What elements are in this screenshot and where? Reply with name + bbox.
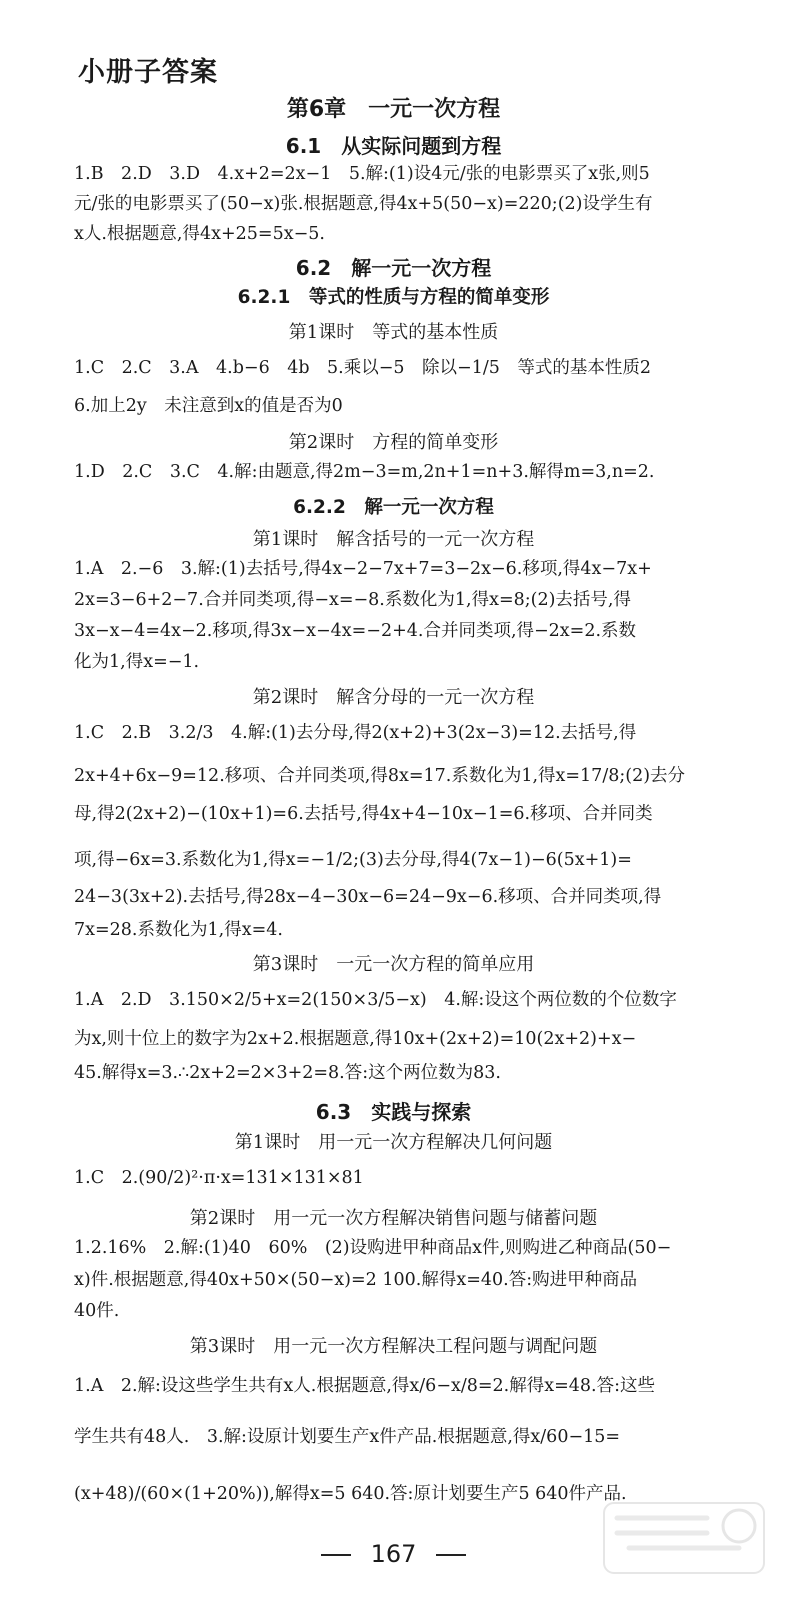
lesson-heading: 第3课时 一元一次方程的简单应用 [252,954,535,975]
lesson-heading: 第3课时 用一元一次方程解决工程问题与调配问题 [189,1336,598,1357]
text-line: 1.C 2.(90/2)²·π·x=131×131×81 [74,1168,364,1188]
text-line: 为x,则十位上的数字为2x+2.根据题意,得10x+(2x+2)=10(2x+2)+x− [74,1029,637,1049]
text-line: 母,得2(2x+2)−(10x+1)=6.去括号,得4x+4−10x−1=6.移项、合并同类 [74,804,653,824]
text-line: 45.解得x=3.∴2x+2=2×3+2=8.答:这个两位数为83. [74,1063,501,1083]
text-line: 40件. [74,1301,120,1321]
text-line: 1.A 2.D 3.150×2/5+x=2(150×3/5−x) 4.解:设这个两位数的个位数字 [74,990,677,1010]
text-line: 1.2.16% 2.解:(1)40 60% (2)设购进甲种商品x件,则购进乙种商品(50− [74,1238,672,1258]
lesson-heading: 第2课时 方程的简单变形 [288,432,499,453]
booklet-title: 小册子答案 [78,57,218,88]
lesson-heading: 第1课时 解含括号的一元一次方程 [252,529,535,550]
subsection-6-2-2-heading: 6.2.2 解一元一次方程 [293,497,494,518]
text-line: 1.A 2.−6 3.解:(1)去括号,得4x−2−7x+7=3−2x−6.移项,得4x−7x+ [74,559,652,579]
text-line: 7x=28.系数化为1,得x=4. [74,920,283,940]
text-line: x人.根据题意,得4x+25=5x−5. [74,224,325,244]
text-line: 项,得−6x=3.系数化为1,得x=−1/2;(3)去分母,得4(7x−1)−6(5x+1)= [74,850,632,870]
page-number-dash-left [321,1554,351,1556]
text-line: 1.C 2.B 3.2/3 4.解:(1)去分母,得2(x+2)+3(2x−3)=12.去括号,得 [74,723,637,743]
text-line: 1.B 2.D 3.D 4.x+2=2x−1 5.解:(1)设4元/张的电影票买了x张,则5 [74,164,650,184]
text-line: 2x=3−6+2−7.合并同类项,得−x=−8.系数化为1,得x=8;(2)去括号,得 [74,590,631,610]
text-line: 化为1,得x=−1. [74,652,200,672]
chapter-title: 第6章 一元一次方程 [286,97,501,122]
lesson-heading: 第1课时 等式的基本性质 [288,322,499,343]
text-line: 3x−x−4=4x−2.移项,得3x−x−4x=−2+4.合并同类项,得−2x=2.系数 [74,621,637,641]
text-line: 2x+4+6x−9=12.移项、合并同类项,得8x=17.系数化为1,得x=17/8;(2)去分 [74,766,686,786]
text-line: 6.加上2y 未注意到x的值是否为0 [74,396,343,416]
lesson-heading: 第2课时 用一元一次方程解决销售问题与储蓄问题 [189,1208,598,1229]
section-6-3-heading: 6.3 实践与探索 [315,1100,472,1124]
lesson-heading: 第1课时 用一元一次方程解决几何问题 [234,1132,553,1153]
section-6-1-heading: 6.1 从实际问题到方程 [285,134,502,158]
page-number-dash-right [436,1554,466,1556]
section-6-2-heading: 6.2 解一元一次方程 [295,256,492,280]
watermark-logo [599,1498,769,1578]
text-line: (x+48)/(60×(1+20%)),解得x=5 640.答:原计划要生产5 640件产品. [74,1484,627,1504]
text-line: 学生共有48人. 3.解:设原计划要生产x件产品.根据题意,得x/60−15= [74,1427,621,1447]
text-line: x)件.根据题意,得40x+50×(50−x)=2 100.解得x=40.答:购进甲种商品 [74,1270,638,1290]
subsection-6-2-1-heading: 6.2.1 等式的性质与方程的简单变形 [237,287,550,308]
text-line: 1.D 2.C 3.C 4.解:由题意,得2m−3=m,2n+1=n+3.解得m=3,n=2. [74,462,655,482]
lesson-heading: 第2课时 解含分母的一元一次方程 [252,687,535,708]
text-line: 24−3(3x+2).去括号,得28x−4−30x−6=24−9x−6.移项、合并同类项,得 [74,887,662,907]
page-number-value: 167 [370,1540,417,1568]
text-line: 1.A 2.解:设这些学生共有x人.根据题意,得x/6−x/8=2.解得x=48.答:这些 [74,1376,656,1396]
text-line: 1.C 2.C 3.A 4.b−6 4b 5.乘以−5 除以−1/5 等式的基本性质2 [74,358,651,378]
text-line: 元/张的电影票买了(50−x)张.根据题意,得4x+5(50−x)=220;(2)设学生有 [74,194,653,214]
